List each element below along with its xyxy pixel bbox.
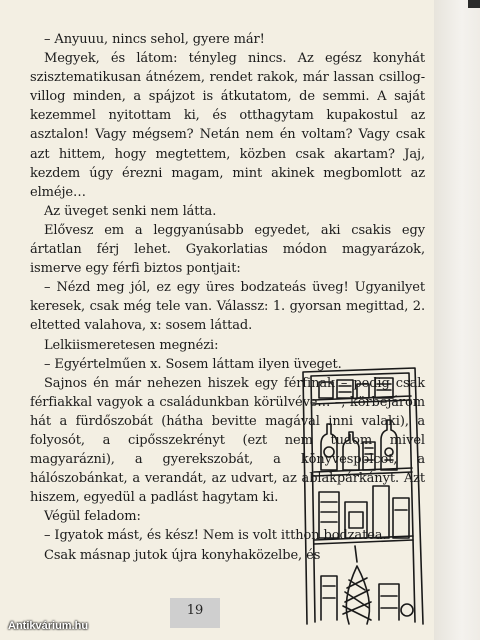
paragraph: Megyek, és látom: tényleg nincs. Az egész konyhát szisztematikusan átnézem, rendet rakok, már lassan csillog-villog minden, a spájzot is átkutatom, de semmi. A saját kezemmel nyitottam ki, és otthagytam kupakostul az asztalon! Vagy mégsem? Netán nem én voltam? Vagy csak azt hittem, hogy megtettem, közben csak akartam? Jaj, kezdem úgy érezni magam, mint akinek megbomlott az elméje…: [30, 51, 425, 200]
paragraph: Lelkiismeretesen megnézi:: [44, 337, 219, 353]
paragraph: Végül feladom:: [44, 509, 141, 525]
refrigerator-drawing-icon: [295, 362, 435, 627]
paragraph: – Igyatok mást, és kész! Nem is volt itthon bodzatea.: [44, 528, 387, 544]
page-edge: [434, 0, 480, 640]
paragraph: – Egyértelműen x. Sosem láttam ilyen üveget.: [44, 356, 342, 372]
paragraph: Elővesz em a leggyanúsabb egyedet, aki csakis egy ártatlan férj lehet. Gyakorlatias módon magyarázok, ismerve egy férfi biztos pontjait:: [30, 222, 425, 277]
paragraph: – Anyuuu, nincs sehol, gyere már!: [44, 32, 265, 47]
watermark: Antikvárium.hu: [8, 620, 89, 632]
paragraph: Sajnos én már nehezen hiszek egy férfinak – pedig csak férfiakkal vagyok a családunkban körülvéve… –, körbejárom hát a fürdőszobát (hátha bevitte magával inni valaki), a folyosót, a cipősszekrényt (ezt nem tudom mivel magyarázni), a gyerekszobát, a könyvespolcot, a hálószobánkat, a verandát, az udvart, az ablakpárkányt. Azt hiszem, egyedül a padlást hagytam ki.: [30, 375, 425, 506]
page-number: 19: [186, 603, 204, 618]
paragraph: – Nézd meg jól, ez egy üres bodzateás üveg! Ugyanilyet keresek, csak még tele van. Válassz: 1. gyorsan megittad, 2. eltetted valahova, x: sosem láttad.: [30, 280, 425, 334]
paragraph: Az üveget senki nem látta.: [44, 203, 217, 219]
page-corner: [468, 0, 480, 8]
paragraph: Csak másnap jutok újra konyhaközelbe, és: [44, 547, 321, 563]
